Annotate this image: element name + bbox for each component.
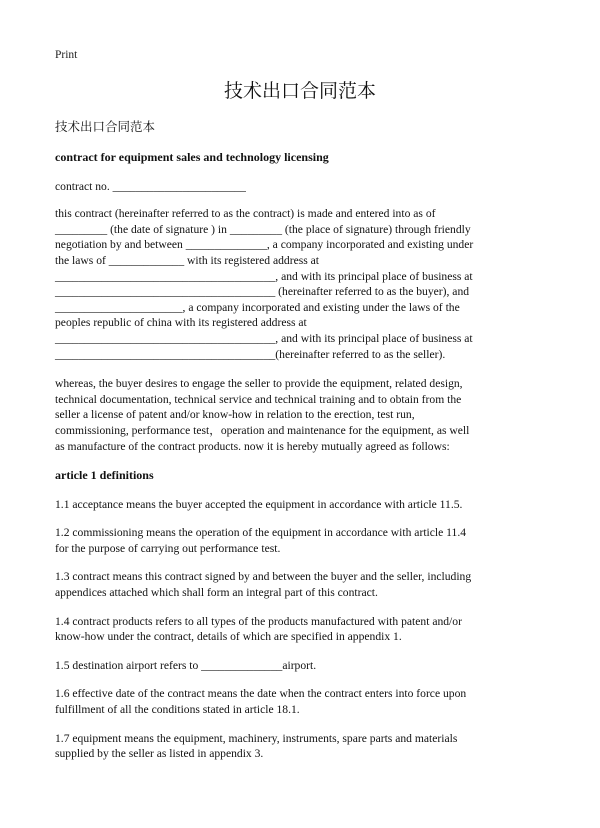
definition-line: 1.7 equipment means the equipment, machinery, instruments, spare parts and materials bbox=[55, 731, 458, 745]
document-title: 技术出口合同范本 bbox=[223, 80, 376, 102]
document-subtitle: 技术出口合同范本 bbox=[55, 119, 156, 134]
contract-number bbox=[55, 179, 544, 195]
intro-line: negotiation by and between ______________, a company incorporated and existing under bbox=[55, 238, 474, 252]
definition-line: 1.2 commissioning means the operation of the equipment in accordance with article 11.4 bbox=[55, 526, 467, 540]
whereas-line: technical documentation, technical service and technical training and to obtain from the bbox=[55, 392, 462, 406]
intro-line: the laws of _____________ with its registered address at bbox=[55, 253, 320, 267]
definition-line: appendices attached which shall form an integral part of this contract. bbox=[55, 586, 378, 600]
definition-line: 1.5 destination airport refers to ______________airport. bbox=[55, 658, 317, 672]
intro-paragraph bbox=[55, 206, 544, 362]
print-label[interactable]: Print bbox=[55, 49, 78, 61]
whereas-line: seller a license of patent and/or know-how in relation to the erection, test run, bbox=[55, 408, 415, 422]
definition-1-5 bbox=[55, 658, 544, 674]
intro-line: ______________________________________ (hereinafter referred to as the buyer), and bbox=[55, 285, 470, 299]
whereas-line: whereas, the buyer desires to engage the seller to provide the equipment, related design, bbox=[55, 377, 463, 391]
article-heading: article 1 definitions bbox=[55, 468, 154, 483]
definition-1-7 bbox=[55, 731, 544, 762]
definition-line: supplied by the seller as listed in appendix 3. bbox=[55, 747, 264, 761]
definition-line: 1.3 contract means this contract signed by and between the buyer and the seller, including bbox=[55, 570, 472, 584]
definition-line: 1.4 contract products refers to all types of the products manufactured with patent and/or bbox=[55, 614, 462, 628]
definition-line: know-how under the contract, details of which are specified in appendix 1. bbox=[55, 630, 402, 644]
whereas-line: as manufacture of the contract products. now it is hereby mutually agreed as follows: bbox=[55, 439, 450, 453]
intro-line: ______________________________________, and with its principal place of business at bbox=[55, 331, 473, 345]
definition-line: fulfillment of all the conditions stated in article 18.1. bbox=[55, 703, 300, 717]
definition-line: for the purpose of carrying out performance test. bbox=[55, 541, 281, 555]
intro-line: ______________________________________, and with its principal place of business at bbox=[55, 269, 473, 283]
definition-1-1 bbox=[55, 497, 544, 513]
intro-line: _________ (the date of signature ) in _________ (the place of signature) through friendly bbox=[55, 222, 471, 236]
definition-line: 1.6 effective date of the contract means the date when the contract enters into force upon bbox=[55, 687, 467, 701]
contract-number-label: contract no. bbox=[55, 179, 110, 193]
contract-heading: contract for equipment sales and technology licensing bbox=[55, 150, 329, 164]
definition-1-3 bbox=[55, 569, 544, 600]
definition-1-4 bbox=[55, 614, 544, 645]
definition-1-2 bbox=[55, 525, 544, 556]
contract-number-blank: _______________________ bbox=[112, 179, 246, 193]
intro-line: ______________________, a company incorporated and existing under the laws of the bbox=[55, 300, 460, 314]
intro-line: this contract (hereinafter referred to as the contract) is made and entered into as of bbox=[55, 207, 436, 221]
definition-1-6 bbox=[55, 686, 544, 717]
definition-line: 1.1 acceptance means the buyer accepted the equipment in accordance with article 11.5. bbox=[55, 497, 463, 511]
whereas-paragraph bbox=[55, 376, 544, 454]
intro-line: peoples republic of china with its registered address at bbox=[55, 316, 307, 330]
whereas-line: commissioning, performance test，operation and maintenance for the equipment, as well bbox=[55, 423, 470, 437]
document-body bbox=[55, 150, 544, 762]
intro-line: ______________________________________(hereinafter referred to as the seller). bbox=[55, 347, 446, 361]
